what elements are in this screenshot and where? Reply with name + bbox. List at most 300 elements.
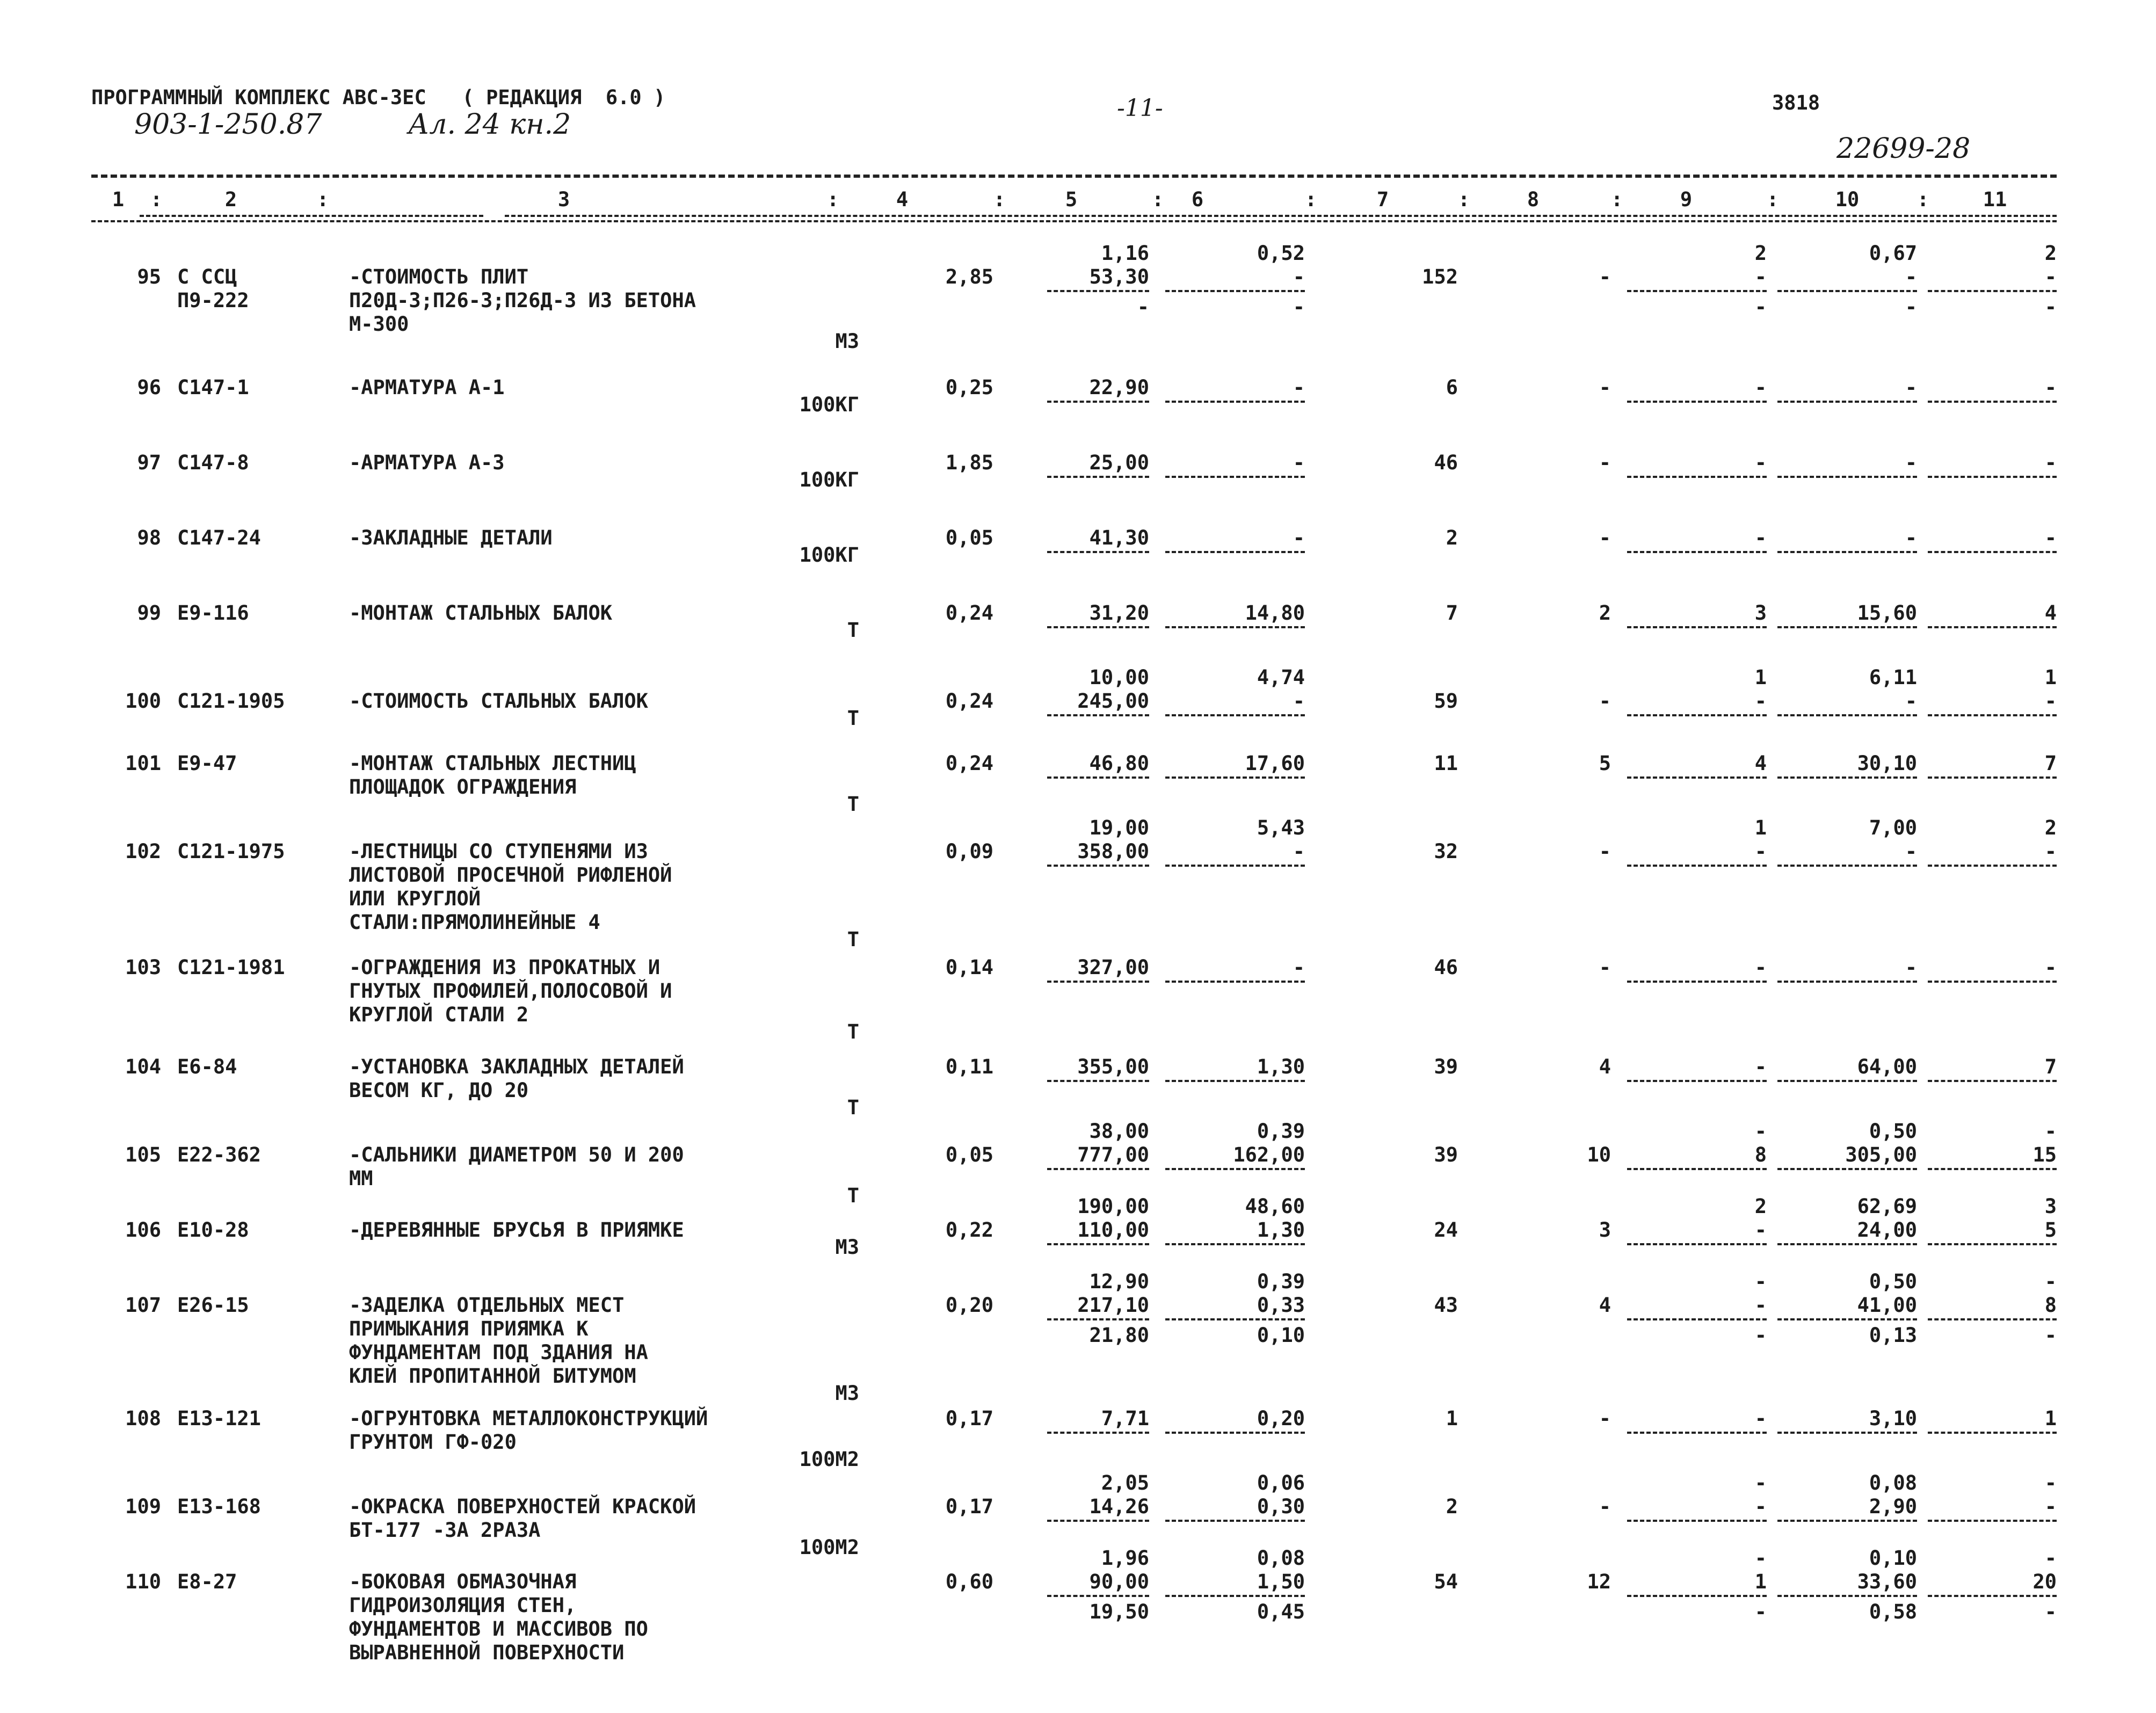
cell-col5-upper: 190,00	[1077, 1195, 1149, 1218]
cell-col6: 17,60	[1245, 752, 1305, 775]
row-code: Е6-84	[177, 1055, 237, 1078]
cell-col11-upper: -	[2044, 1471, 2057, 1494]
cell-col11-upper: -	[2044, 1120, 2057, 1143]
cell-col5-upper: 1,16	[1101, 242, 1149, 265]
cell-rule	[1627, 476, 1767, 478]
cell-col10: 15,60	[1857, 601, 1917, 625]
cell-rule	[1928, 1595, 2057, 1597]
cell-col9-upper: 2	[1754, 1195, 1767, 1218]
cell-col10-upper: 0,50	[1869, 1120, 1917, 1143]
cell-col6: 1,30	[1257, 1055, 1305, 1078]
cell-quantity: 0,05	[945, 526, 993, 549]
row-description-line: КЛЕЙ ПРОПИТАННОЙ БИТУМОМ	[349, 1364, 636, 1388]
cell-quantity: 0,25	[945, 376, 993, 399]
cell-col6: -	[1293, 956, 1305, 979]
cell-col10: -	[1905, 840, 1917, 863]
row-description-line: -ОГРУНТОВКА МЕТАЛЛОКОНСТРУКЦИЙ	[349, 1407, 708, 1430]
row-code: Е22-362	[177, 1143, 261, 1166]
cell-col5: 327,00	[1077, 956, 1149, 979]
cell-col7: 2	[1446, 526, 1458, 549]
cell-col9-lower: -	[1754, 1324, 1767, 1347]
cell-rule	[1928, 1080, 2057, 1082]
cell-quantity: 0,22	[945, 1218, 993, 1242]
cell-rule	[1627, 714, 1767, 716]
cell-col11-upper: 2	[2044, 242, 2057, 265]
cell-col6-upper: 0,52	[1257, 242, 1305, 265]
cell-rule	[1627, 1168, 1767, 1170]
cell-col7: 1	[1446, 1407, 1458, 1430]
row-code: С ССЦ	[177, 265, 237, 288]
cell-rule	[1165, 551, 1305, 553]
cell-col6: 0,33	[1257, 1294, 1305, 1317]
cell-rule	[1928, 290, 2057, 292]
cell-rule	[1777, 401, 1917, 403]
row-number: 99	[137, 601, 161, 625]
column-separator: :	[1917, 188, 1929, 211]
cell-col7: 54	[1434, 1570, 1458, 1593]
cell-col6-lower: 0,45	[1257, 1600, 1305, 1623]
row-description-line: -ЛЕСТНИЦЫ СО СТУПЕНЯМИ ИЗ	[349, 840, 648, 863]
row-code: С121-1905	[177, 689, 285, 713]
cell-rule	[1627, 1595, 1767, 1597]
row-code: Е13-121	[177, 1407, 261, 1430]
cell-col8: 2	[1599, 601, 1611, 625]
cell-col11: -	[2044, 840, 2057, 863]
row-unit: Т	[847, 1020, 859, 1043]
column-separator: :	[1305, 188, 1317, 211]
cell-col11: -	[2044, 956, 2057, 979]
cell-rule	[1165, 401, 1305, 403]
cell-col11: 15	[2032, 1143, 2057, 1166]
row-code: С147-8	[177, 451, 249, 474]
row-unit: М3	[835, 1382, 859, 1405]
row-code: Е8-27	[177, 1570, 237, 1593]
cell-col9: -	[1754, 376, 1767, 399]
column-header-underline	[140, 215, 483, 217]
cell-col10: -	[1905, 265, 1917, 288]
cell-rule	[1165, 1243, 1305, 1245]
cell-col11: 7	[2044, 752, 2057, 775]
cell-col6-upper: 0,39	[1257, 1120, 1305, 1143]
cell-rule	[1165, 1168, 1305, 1170]
cell-rule	[1047, 714, 1149, 716]
row-code: Е10-28	[177, 1218, 249, 1242]
cell-col8: -	[1599, 451, 1611, 474]
header-top-rule	[91, 175, 2057, 178]
cell-rule	[1627, 1318, 1767, 1320]
header-bottom-rule	[91, 220, 2057, 222]
cell-col9: -	[1754, 1294, 1767, 1317]
row-description-line: -АРМАТУРА А-1	[349, 376, 505, 399]
cell-col6-lower: -	[1293, 295, 1305, 318]
cell-rule	[1928, 1520, 2057, 1522]
cell-col9: -	[1754, 526, 1767, 549]
cell-col7: 2	[1446, 1495, 1458, 1518]
cell-col11: -	[2044, 451, 2057, 474]
cell-col5: 41,30	[1089, 526, 1149, 549]
cell-quantity: 0,09	[945, 840, 993, 863]
cell-quantity: 0,05	[945, 1143, 993, 1166]
row-description-line: -ДЕРЕВЯННЫЕ БРУСЬЯ В ПРИЯМКЕ	[349, 1218, 684, 1242]
row-unit: Т	[847, 707, 859, 730]
cell-col10: 305,00	[1845, 1143, 1917, 1166]
cell-col9-upper: 1	[1754, 816, 1767, 839]
column-separator: :	[1611, 188, 1623, 211]
cell-rule	[1627, 1432, 1767, 1434]
row-code: С147-24	[177, 526, 261, 549]
cell-col10-upper: 0,08	[1869, 1471, 1917, 1494]
cell-col6-upper: 4,74	[1257, 666, 1305, 689]
cell-col6-upper: 0,06	[1257, 1471, 1305, 1494]
column-header-3: 3	[557, 188, 570, 211]
cell-quantity: 0,20	[945, 1294, 993, 1317]
column-header-9: 9	[1680, 188, 1693, 211]
cell-col10: -	[1905, 526, 1917, 549]
cell-col11-lower: -	[2044, 1324, 2057, 1347]
row-unit: 100КГ	[799, 543, 859, 567]
cell-rule	[1047, 1168, 1149, 1170]
cell-rule	[1777, 290, 1917, 292]
cell-quantity: 2,85	[945, 265, 993, 288]
row-number: 108	[125, 1407, 161, 1430]
row-unit: М3	[835, 1236, 859, 1259]
cell-quantity: 0,24	[945, 752, 993, 775]
cell-rule	[1165, 1432, 1305, 1434]
row-number: 98	[137, 526, 161, 549]
row-description-line: -УСТАНОВКА ЗАКЛАДНЫХ ДЕТАЛЕЙ	[349, 1055, 684, 1078]
cell-col9: 4	[1754, 752, 1767, 775]
column-header-10: 10	[1835, 188, 1860, 211]
cell-col7: 11	[1434, 752, 1458, 775]
cell-rule	[1047, 1243, 1149, 1245]
cell-col10: 2,90	[1869, 1495, 1917, 1518]
column-separator: :	[1152, 188, 1164, 211]
cell-rule	[1777, 1168, 1917, 1170]
cell-rule	[1928, 981, 2057, 983]
cell-col10-upper: 0,67	[1869, 242, 1917, 265]
row-number: 95	[137, 265, 161, 288]
cell-rule	[1928, 401, 2057, 403]
cell-rule	[1627, 1080, 1767, 1082]
cell-rule	[1047, 401, 1149, 403]
cell-rule	[1047, 1080, 1149, 1082]
row-description-line: ВЫРАВНЕННОЙ ПОВЕРХНОСТИ	[349, 1641, 625, 1664]
cell-col8: 4	[1599, 1055, 1611, 1078]
cell-col7: 46	[1434, 451, 1458, 474]
column-separator: :	[1458, 188, 1470, 211]
cell-col5: 245,00	[1077, 689, 1149, 713]
row-unit: Т	[847, 928, 859, 951]
cell-col6: -	[1293, 840, 1305, 863]
column-header-6: 6	[1191, 188, 1204, 211]
cell-col7: 46	[1434, 956, 1458, 979]
cell-col10: 24,00	[1857, 1218, 1917, 1242]
column-header-8: 8	[1527, 188, 1540, 211]
row-description-line: ФУНДАМЕНТАМ ПОД ЗДАНИЯ НА	[349, 1341, 648, 1364]
cell-rule	[1165, 290, 1305, 292]
cell-col11-lower: -	[2044, 295, 2057, 318]
cell-col5-upper: 1,96	[1101, 1547, 1149, 1570]
row-number: 102	[125, 840, 161, 863]
cell-rule	[1928, 1318, 2057, 1320]
row-number: 100	[125, 689, 161, 713]
cell-rule	[1928, 776, 2057, 779]
row-code: Е9-116	[177, 601, 249, 625]
cell-col11: 20	[2032, 1570, 2057, 1593]
row-number: 106	[125, 1218, 161, 1242]
cell-col10-upper: 0,50	[1869, 1270, 1917, 1293]
cell-col5: 46,80	[1089, 752, 1149, 775]
cell-col8: 12	[1587, 1570, 1611, 1593]
cell-col9: -	[1754, 265, 1767, 288]
cell-col7: 32	[1434, 840, 1458, 863]
cell-rule	[1165, 1595, 1305, 1597]
cell-rule	[1777, 626, 1917, 628]
cell-col9: -	[1754, 451, 1767, 474]
cell-rule	[1165, 776, 1305, 779]
row-description-line: -ОКРАСКА ПОВЕРХНОСТЕЙ КРАСКОЙ	[349, 1495, 696, 1518]
row-unit: 100М2	[799, 1448, 859, 1471]
row-description-line: ГРУНТОМ ГФ-020	[349, 1431, 517, 1454]
cell-col5-lower: -	[1137, 295, 1149, 318]
row-code: С121-1975	[177, 840, 285, 863]
cell-rule	[1165, 981, 1305, 983]
cell-col10: 30,10	[1857, 752, 1917, 775]
cell-col11: 4	[2044, 601, 2057, 625]
cell-col10-upper: 0,10	[1869, 1547, 1917, 1570]
cell-col7: 59	[1434, 689, 1458, 713]
cell-col9-upper: 2	[1754, 242, 1767, 265]
row-number: 109	[125, 1495, 161, 1518]
cell-col6: 0,30	[1257, 1495, 1305, 1518]
cell-rule	[1777, 1318, 1917, 1320]
cell-col9: -	[1754, 956, 1767, 979]
cell-col6: -	[1293, 451, 1305, 474]
row-description-line: БТ-177 -ЗА 2РАЗА	[349, 1519, 541, 1542]
cell-col5: 217,10	[1077, 1294, 1149, 1317]
row-description-line: КРУГЛОЙ СТАЛИ 2	[349, 1003, 529, 1026]
column-header-2: 2	[224, 188, 237, 211]
cell-rule	[1777, 1520, 1917, 1522]
cell-rule	[1627, 401, 1767, 403]
cell-col10-upper: 6,11	[1869, 666, 1917, 689]
row-code-secondary: П9-222	[177, 289, 249, 312]
row-unit: Т	[847, 1184, 859, 1207]
cell-col6-upper: 48,60	[1245, 1195, 1305, 1218]
cell-col8: -	[1599, 376, 1611, 399]
cell-col5: 22,90	[1089, 376, 1149, 399]
row-description-line: -СТОИМОСТЬ ПЛИТ	[349, 265, 529, 288]
cell-col5-lower: 19,50	[1089, 1600, 1149, 1623]
cell-rule	[1047, 981, 1149, 983]
row-unit: 100М2	[799, 1536, 859, 1559]
row-description-line: П20Д-3;П26-3;П26Д-3 ИЗ БЕТОНА	[349, 289, 696, 312]
row-description-line: ФУНДАМЕНТОВ И МАССИВОВ ПО	[349, 1617, 648, 1641]
cell-col8: -	[1599, 689, 1611, 713]
row-description-line: ММ	[349, 1167, 373, 1190]
cell-rule	[1777, 551, 1917, 553]
cell-col5: 90,00	[1089, 1570, 1149, 1593]
cell-col8: -	[1599, 840, 1611, 863]
cell-col9-lower: -	[1754, 1600, 1767, 1623]
column-header-7: 7	[1376, 188, 1389, 211]
row-description-line: -МОНТАЖ СТАЛЬНЫХ БАЛОК	[349, 601, 613, 625]
cell-rule	[1047, 1595, 1149, 1597]
document-code: 22699-28	[1836, 133, 1971, 165]
cell-col8: 3	[1599, 1218, 1611, 1242]
cell-col9: -	[1754, 1495, 1767, 1518]
row-code: Е26-15	[177, 1294, 249, 1317]
column-separator: :	[1767, 188, 1779, 211]
cell-rule	[1928, 1432, 2057, 1434]
row-description-line: -ЗАДЕЛКА ОТДЕЛЬНЫХ МЕСТ	[349, 1294, 625, 1317]
cell-rule	[1627, 551, 1767, 553]
cell-col9: -	[1754, 1407, 1767, 1430]
cell-col6: 1,30	[1257, 1218, 1305, 1242]
cell-col10: 3,10	[1869, 1407, 1917, 1430]
cell-rule	[1777, 1080, 1917, 1082]
column-header-11: 11	[1983, 188, 2007, 211]
cell-col6-upper: 5,43	[1257, 816, 1305, 839]
cell-quantity: 0,60	[945, 1570, 993, 1593]
cell-col9-upper: -	[1754, 1471, 1767, 1494]
cell-col8: 5	[1599, 752, 1611, 775]
cell-col11-upper: 3	[2044, 1195, 2057, 1218]
cell-rule	[1165, 1520, 1305, 1522]
row-description-line: ЛИСТОВОЙ ПРОСЕЧНОЙ РИФЛЕНОЙ	[349, 863, 672, 887]
cell-rule	[1928, 551, 2057, 553]
cell-col9: 1	[1754, 1570, 1767, 1593]
row-number: 107	[125, 1294, 161, 1317]
column-separator: :	[993, 188, 1006, 211]
cell-col11: 5	[2044, 1218, 2057, 1242]
cell-col9-upper: 1	[1754, 666, 1767, 689]
cell-rule	[1047, 290, 1149, 292]
cell-col9-lower: -	[1754, 295, 1767, 318]
cell-col9: 8	[1754, 1143, 1767, 1166]
cell-rule	[1047, 776, 1149, 779]
cell-col11: -	[2044, 376, 2057, 399]
cell-rule	[1627, 1520, 1767, 1522]
cell-col5: 31,20	[1089, 601, 1149, 625]
cell-rule	[1627, 981, 1767, 983]
cell-rule	[1928, 1243, 2057, 1245]
cell-col11-lower: -	[2044, 1600, 2057, 1623]
row-unit: М3	[835, 330, 859, 353]
row-number: 103	[125, 956, 161, 979]
cell-rule	[1165, 626, 1305, 628]
cell-col5-upper: 10,00	[1089, 666, 1149, 689]
cell-col9: -	[1754, 1055, 1767, 1078]
row-code: С121-1981	[177, 956, 285, 979]
cell-col5-lower: 21,80	[1089, 1324, 1149, 1347]
row-description-line: ГИДРОИЗОЛЯЦИЯ СТЕН,	[349, 1594, 577, 1617]
row-description-line: ВЕСОМ КГ, ДО 20	[349, 1079, 529, 1102]
cell-col6: -	[1293, 376, 1305, 399]
cell-col9: 3	[1754, 601, 1767, 625]
cell-rule	[1627, 290, 1767, 292]
cell-col5-upper: 38,00	[1089, 1120, 1149, 1143]
row-description-line: ПЛОЩАДОК ОГРАЖДЕНИЯ	[349, 775, 577, 799]
cell-quantity: 1,85	[945, 451, 993, 474]
cell-rule	[1047, 1318, 1149, 1320]
cell-col11: -	[2044, 689, 2057, 713]
cell-col6: 0,20	[1257, 1407, 1305, 1430]
cell-rule	[1627, 626, 1767, 628]
cell-rule	[1777, 1432, 1917, 1434]
row-description-line: ПРИМЫКАНИЯ ПРИЯМКА К	[349, 1317, 589, 1340]
cell-col10-upper: 62,69	[1857, 1195, 1917, 1218]
row-description-line: -АРМАТУРА А-3	[349, 451, 505, 474]
cell-col11-upper: 2	[2044, 816, 2057, 839]
cell-rule	[1165, 1318, 1305, 1320]
sheet-number: 3818	[1772, 91, 1820, 114]
row-description-line: СТАЛИ:ПРЯМОЛИНЕЙНЫЕ 4	[349, 911, 600, 934]
cell-col5: 14,26	[1089, 1495, 1149, 1518]
row-description-line: ИЛИ КРУГЛОЙ	[349, 887, 481, 910]
row-unit: Т	[847, 793, 859, 816]
cell-col11: -	[2044, 1495, 2057, 1518]
cell-col5: 358,00	[1077, 840, 1149, 863]
cell-col7: 24	[1434, 1218, 1458, 1242]
cell-col6-upper: 0,39	[1257, 1270, 1305, 1293]
row-code: Е9-47	[177, 752, 237, 775]
cell-rule	[1928, 865, 2057, 867]
row-unit: Т	[847, 1096, 859, 1119]
cell-rule	[1047, 476, 1149, 478]
column-separator: :	[317, 188, 329, 211]
cell-col5: 777,00	[1077, 1143, 1149, 1166]
row-description-line: -ЗАКЛАДНЫЕ ДЕТАЛИ	[349, 526, 553, 549]
cell-rule	[1928, 714, 2057, 716]
cell-rule	[1777, 476, 1917, 478]
doc-reference: 903-1-250.87	[134, 108, 322, 141]
cell-rule	[1777, 1243, 1917, 1245]
cell-rule	[1928, 476, 2057, 478]
cell-rule	[1928, 626, 2057, 628]
cell-quantity: 0,17	[945, 1407, 993, 1430]
cell-rule	[1165, 714, 1305, 716]
cell-col6-lower: 0,10	[1257, 1324, 1305, 1347]
cell-col10: 41,00	[1857, 1294, 1917, 1317]
cell-col11-upper: 1	[2044, 666, 2057, 689]
column-header-5: 5	[1065, 188, 1078, 211]
cell-rule	[1777, 865, 1917, 867]
cell-col6: -	[1293, 689, 1305, 713]
cell-col7: 152	[1422, 265, 1458, 288]
row-number: 97	[137, 451, 161, 474]
cell-col10: 33,60	[1857, 1570, 1917, 1593]
cell-col10: 64,00	[1857, 1055, 1917, 1078]
cell-rule	[1047, 865, 1149, 867]
cell-rule	[1047, 626, 1149, 628]
row-unit: Т	[847, 619, 859, 642]
cell-col11: -	[2044, 526, 2057, 549]
cell-col8: -	[1599, 956, 1611, 979]
cell-col10: -	[1905, 451, 1917, 474]
cell-rule	[1777, 714, 1917, 716]
column-separator: :	[150, 188, 163, 211]
cell-rule	[1047, 1520, 1149, 1522]
cell-rule	[1928, 1168, 2057, 1170]
cell-col11-upper: -	[2044, 1270, 2057, 1293]
program-title: ПРОГРАММНЫЙ КОМПЛЕКС АВС-3ЕС ( РЕДАКЦИЯ 6.0 )	[91, 86, 666, 109]
cell-col8: 10	[1587, 1143, 1611, 1166]
column-header-4: 4	[896, 188, 909, 211]
cell-col5-upper: 12,90	[1089, 1270, 1149, 1293]
row-description-line: -СТОИМОСТЬ СТАЛЬНЫХ БАЛОК	[349, 689, 648, 713]
row-unit: 100КГ	[799, 393, 859, 416]
